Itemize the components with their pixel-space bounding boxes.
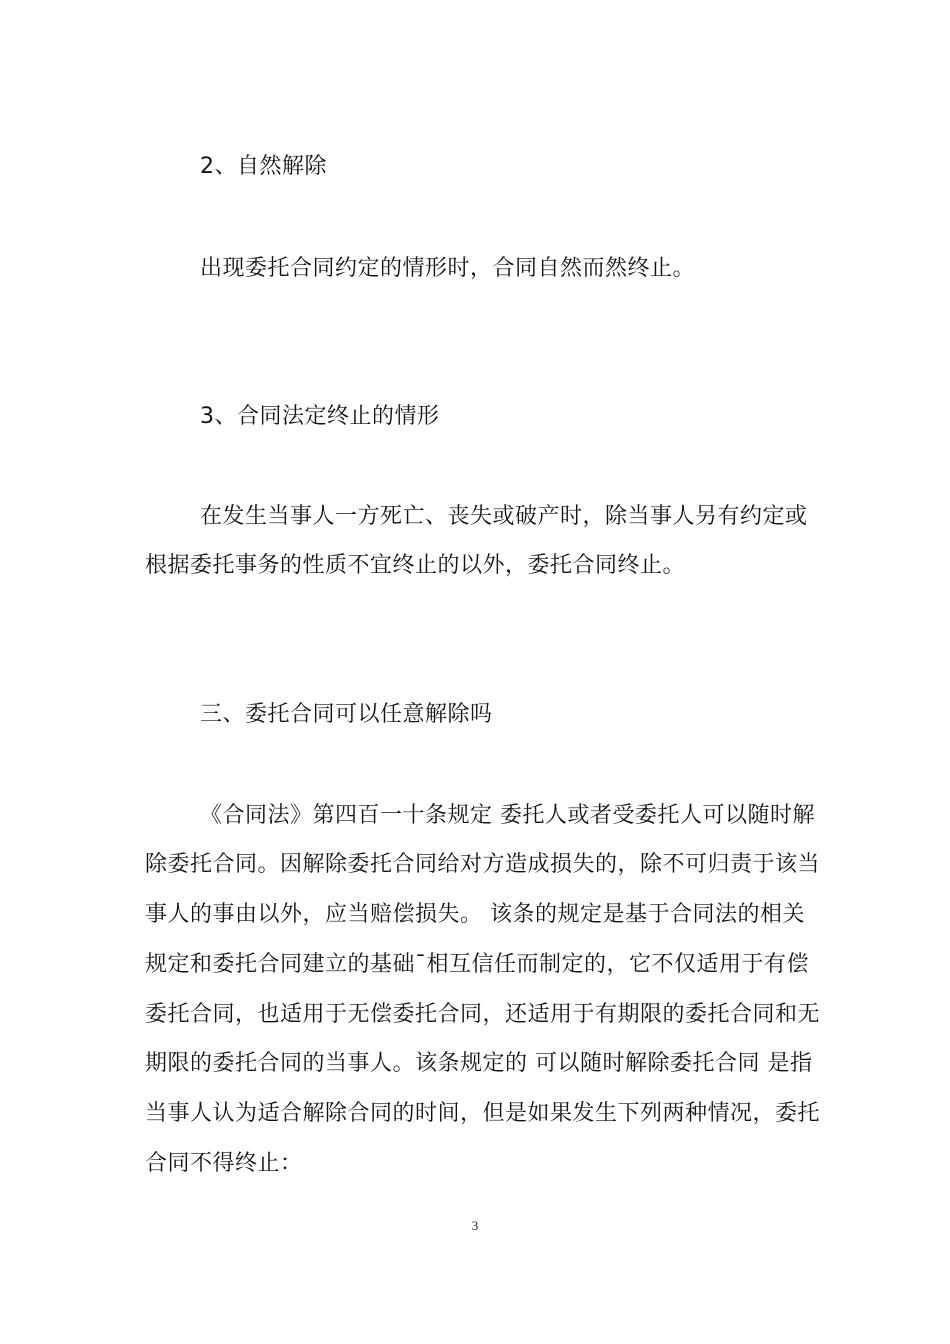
paragraph-line: 规定和委托合同建立的基础¯相互信任而制定的，它不仅适用于有偿 [145, 952, 810, 977]
paragraph-line: 事人的事由以外，应当赔偿损失。 该条的规定是基于合同法的相关 [145, 902, 805, 927]
heading-legal-termination: 3、合同法定终止的情形 [200, 404, 440, 429]
heading-natural-termination: 2、自然解除 [200, 154, 327, 179]
paragraph-line: 《合同法》第四百一十条规定 委托人或者受委托人可以随时解 [200, 803, 815, 828]
paragraph-line: 委托合同，也适用于无偿委托合同，还适用于有期限的委托合同和无 [145, 1002, 821, 1027]
paragraph-line: 除委托合同。因解除委托合同给对方造成损失的，除不可归责于该当 [145, 852, 821, 877]
section-heading: 三、委托合同可以任意解除吗 [200, 702, 493, 727]
paragraph-line: 合同不得终止： [145, 1151, 303, 1176]
paragraph-line: 期限的委托合同的当事人。该条规定的 可以随时解除委托合同 是指 [145, 1051, 813, 1076]
paragraph-line: 当事人认为适合解除合同的时间，但是如果发生下列两种情况，委托 [145, 1101, 821, 1126]
paragraph-line: 出现委托合同约定的情形时，合同自然而然终止。 [200, 256, 696, 281]
paragraph-line: 在发生当事人一方死亡、丧失或破产时，除当事人另有约定或 [200, 504, 808, 529]
paragraph-line: 根据委托事务的性质不宜终止的以外，委托合同终止。 [145, 553, 686, 578]
page-number: 3 [471, 1218, 479, 1233]
